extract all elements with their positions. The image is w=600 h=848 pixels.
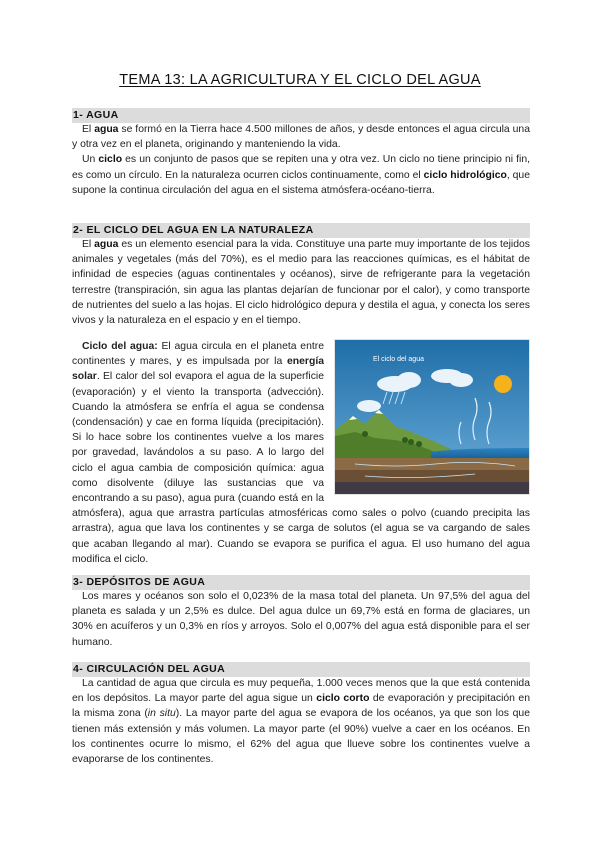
figure-title: El ciclo del agua [373, 356, 424, 363]
paragraph: La cantidad de agua que circula es muy pequeña, 1.000 veces menos que la que está contenida en los depósitos. La mayor parte del agua sigue un ciclo corto de evaporación y precipitación en la misma zona (in situ). La mayor parte del agua se evapora de los océanos, ya que son los que tienen más extensión y más volumen. La mayor parte (el 90%) vuelve a caer en los océanos. En los continentes ocurre lo mismo, el 62% del agua que llueve sobre los continentes vuelve a evaporarse de los continentes. [72, 678, 530, 766]
section-heading-depositos: 3- DEPÓSITOS DE AGUA [72, 575, 530, 590]
section-body-depositos [72, 589, 530, 650]
ciclo-del-agua-block [72, 339, 530, 567]
section-body-circulacion [72, 676, 530, 767]
page-title: TEMA 13: LA AGRICULTURA Y EL CICLO DEL AGUA [119, 72, 481, 88]
paragraph: Un ciclo es un conjunto de pasos que se repiten una y otra vez. Un ciclo no tiene principio ni fin, es como un círculo. En la naturaleza ocurren ciclos continuamente, como el ciclo hidrológico, que supone la continua circulación del agua en el sistema atmósfera-océano-tierra. [72, 154, 531, 196]
paragraph: Los mares y océanos son solo el 0,023% de la masa total del planeta. Un 97,5% del agua del planeta es salada y un 2,5% es dulce. Del agua dulce un 69,7% está en forma de glaciares, un 30% en acuíferos y un 0,3% en ríos y arroyos. Solo el 0,007% del agua está disponible para el ser humano. [72, 591, 530, 648]
paragraph: Ciclo del agua: El agua circula en el planeta entre continentes y mares, y es impulsada por la energía solar. El calor del sol evapora el agua de la superficie (evaporación) y el viento la transporta (advección). Cuando la atmósfera se enfría el agua se condensa (condensación) y cae en forma líquida (precipitación). Si lo hace sobre los continentes vuelve a los mares por gravedad, lavándolos a su paso. A lo largo del ciclo el agua cambia de composición química: agua como disolvente (diluye las sustancias que va encontrando a su paso), agua pura (cuando está en la atmósfera), agua que arrastra partículas atmosféricas como sales o polvo (cuando precipita las arrastra), agua que lava los continentes y se carga de solutos (el agua se va cargando de sales que acaban llegando al mar). Cuando se evapora se purifica el agua. El uso humano del agua modifica el ciclo. [72, 341, 530, 565]
section-body-ciclo-del-agua [72, 237, 530, 328]
section-heading-ciclo-del-agua: 2- EL CICLO DEL AGUA EN LA NATURALEZA [72, 223, 530, 238]
section-body-agua [72, 122, 530, 198]
section-heading-agua: 1- AGUA [72, 108, 530, 123]
water-cycle-illustration [334, 339, 530, 495]
paragraph: El agua es un elemento esencial para la vida. Constituye una parte muy importante de los tejidos animales y vegetales (más del 70%), es el medio para las reacciones químicas, es el hábitat de infinidad de especies (aguas continentales y océanos), sirve de refrigerante para la vegetación terrestre (transpiración, sin agua las plantas dejarían de funcionar por el calor), y como transporte de nutrientes del suelo a las hojas. El ciclo hidrológico depura y destila el agua, y conecta los seres vivos y la naturaleza en el espacio y en el tiempo. [72, 239, 530, 327]
paragraph: El agua se formó en la Tierra hace 4.500 millones de años, y desde entonces el agua circula una y otra vez en el planeta, originando y manteniendo la vida. [72, 124, 530, 151]
section-heading-circulacion: 4- CIRCULACIÓN DEL AGUA [72, 662, 530, 677]
